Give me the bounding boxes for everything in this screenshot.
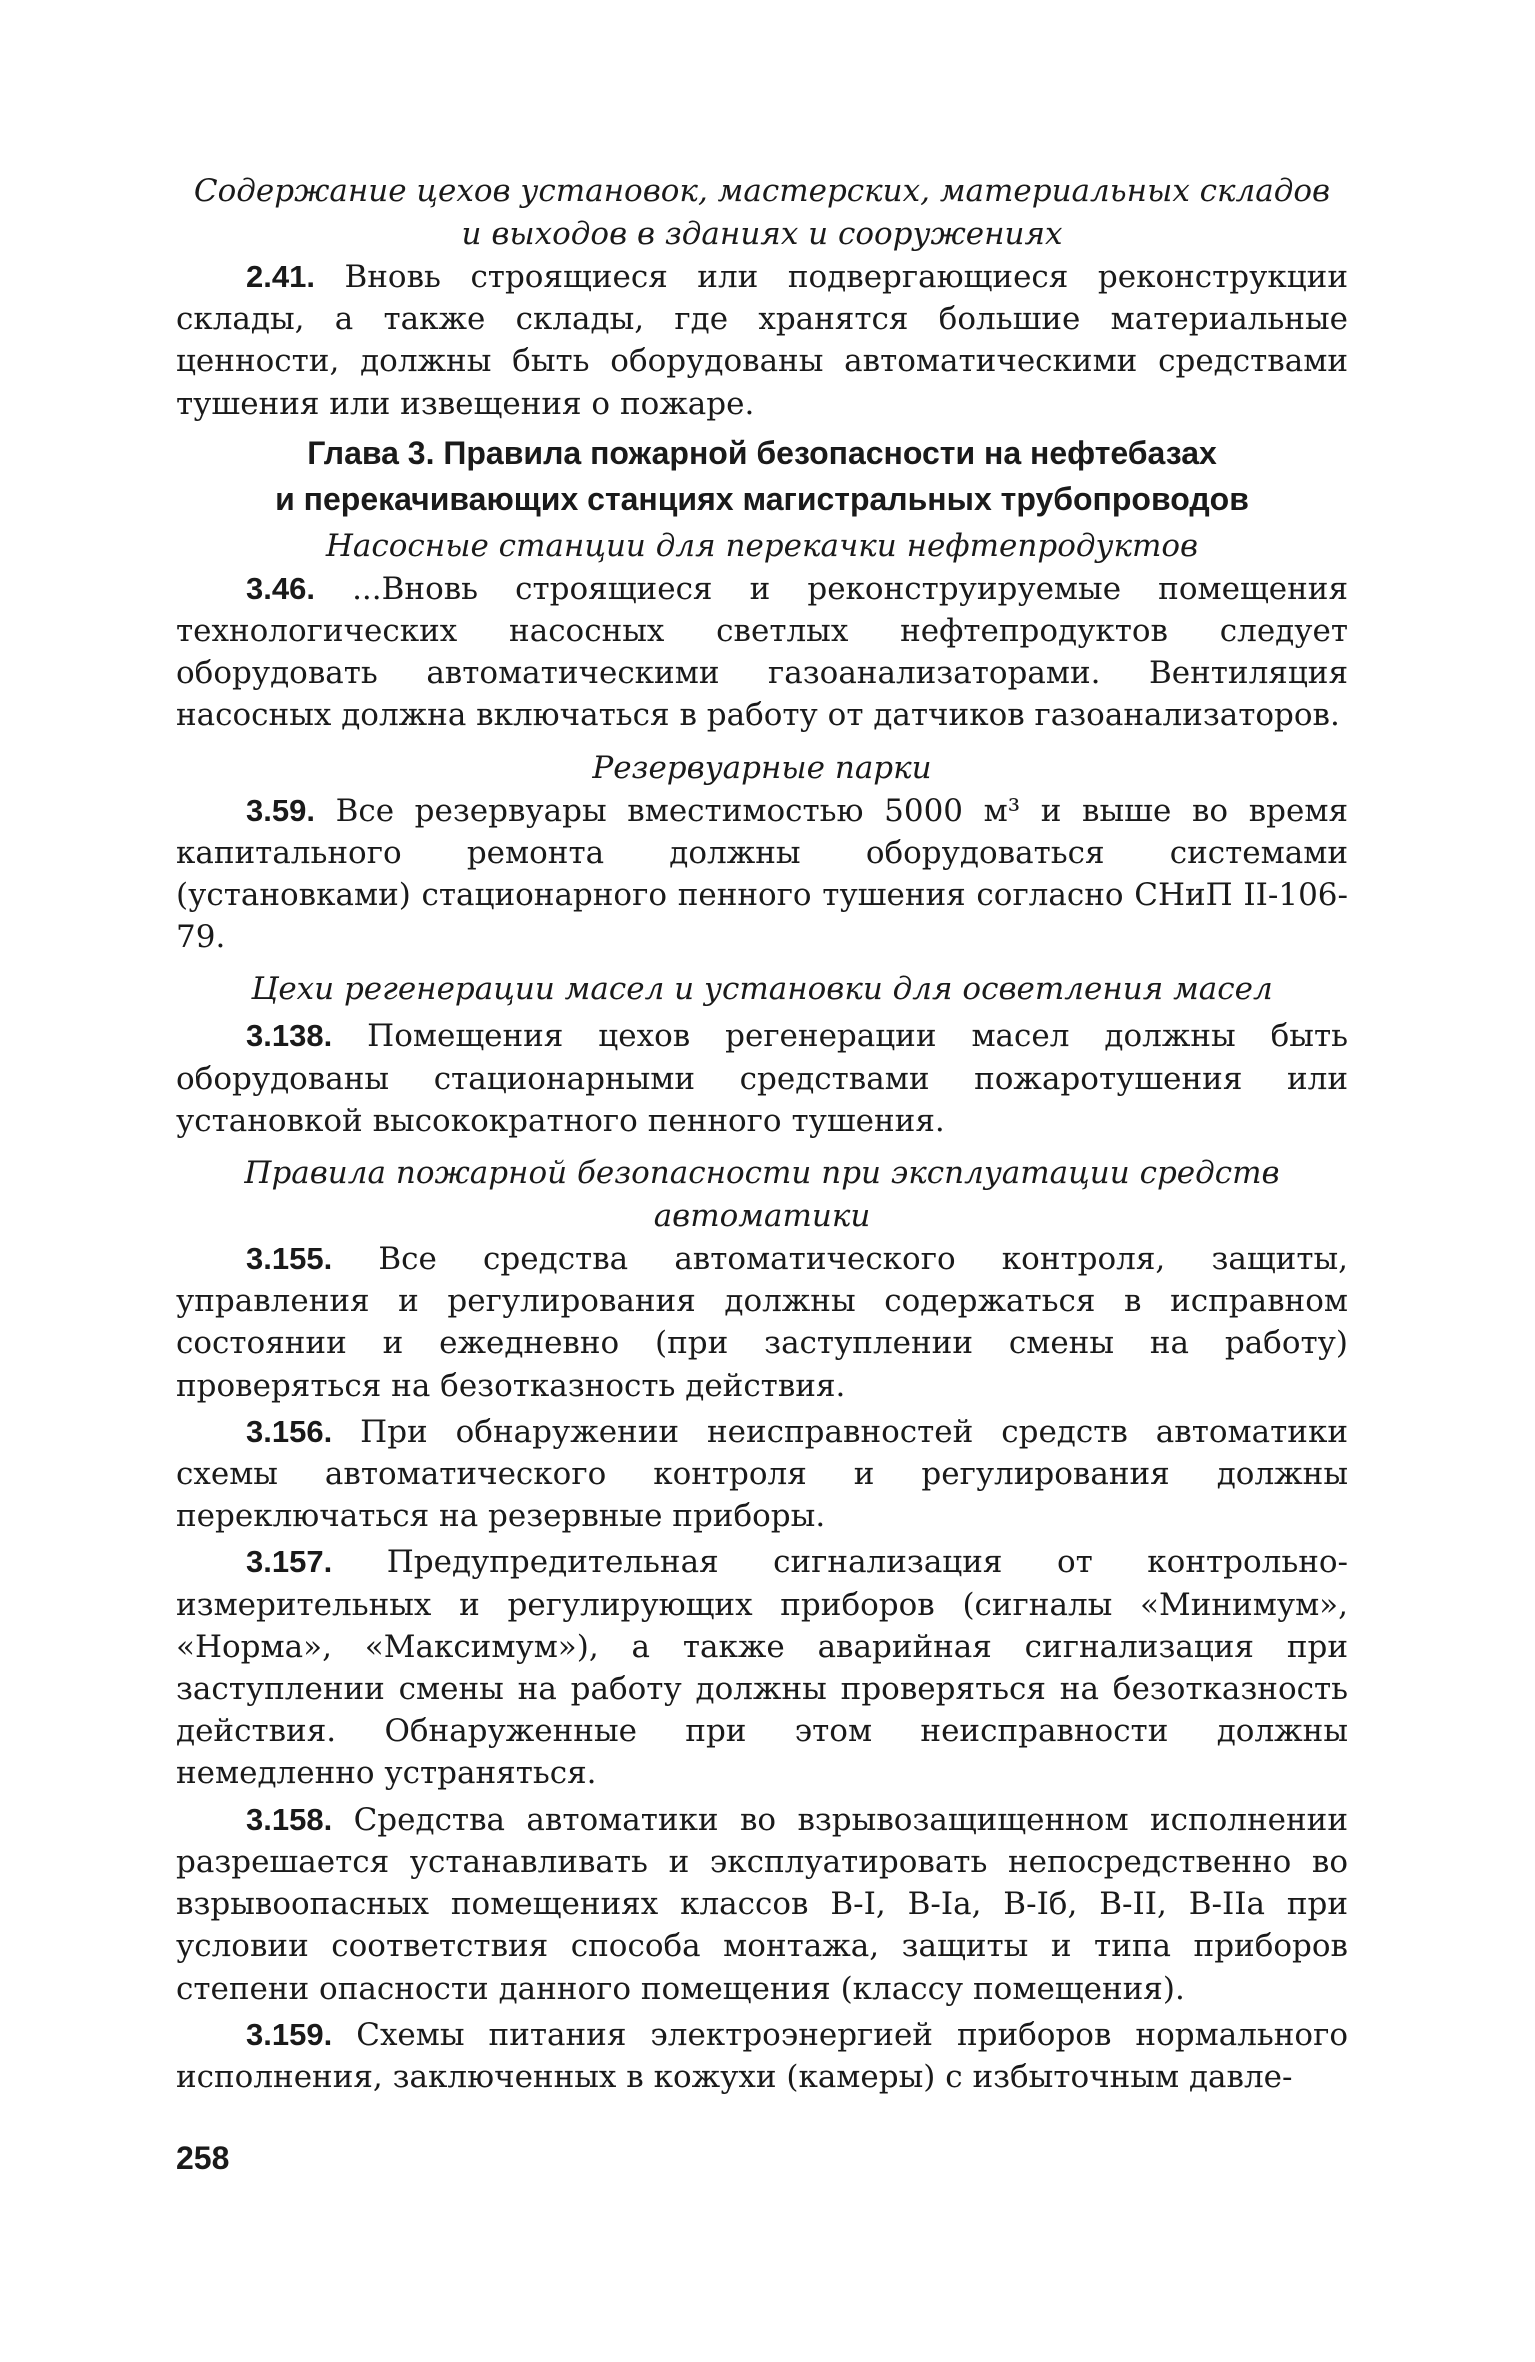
paragraph-3-158: [176, 1799, 1348, 2010]
paragraph-3-46: [176, 568, 1348, 737]
clause-text: При обнаружении неисправностей средств автоматики схемы автоматического контроля и регулирования должны переключаться на резервные приборы.: [176, 1413, 1348, 1535]
paragraph-3-156: [176, 1411, 1348, 1538]
clause-text: Все средства автоматического контроля, защиты, управления и регулирования должны содержаться в исправном состоянии и ежедневно (при заступлении смены на работу) проверяться на безотказность действия.: [176, 1241, 1348, 1404]
page-number: 258: [176, 2140, 230, 2176]
clause-number: 3.46.: [246, 570, 315, 606]
clause-number: 3.156.: [246, 1413, 333, 1449]
clause-number: 3.157.: [246, 1544, 333, 1580]
section-heading-automation: Правила пожарной безопасности при эксплуатации средств: [244, 1155, 1280, 1192]
section-heading-pumps: Насосные станции для перекачки нефтепродуктов: [325, 527, 1199, 564]
chapter-title-cont: и перекачивающих станциях магистральных трубопроводов: [275, 480, 1249, 517]
paragraph-3-138: [176, 1015, 1348, 1142]
chapter-title: Глава 3. Правила пожарной безопасности на нефтебазах: [307, 434, 1217, 471]
clause-number: 3.158.: [246, 1801, 333, 1837]
paragraph-3-157: [176, 1541, 1348, 1794]
clause-number: 3.138.: [246, 1018, 333, 1054]
clause-number: 3.155.: [246, 1241, 333, 1277]
clause-text: Помещения цехов регенерации масел должны быть оборудованы стационарными средствами пожаротушения или установкой высокократного пенного тушения.: [176, 1018, 1348, 1139]
clause-number: 3.159.: [246, 2016, 333, 2052]
section-heading-workshops: Содержание цехов установок, мастерских, материальных складов: [193, 173, 1331, 209]
clause-text: Все резервуары вместимостью 5000 м³ и выше во время капитального ремонта должны оборудоваться системами (установками) стационарного пенного тушения согласно СНиП II-106-79.: [176, 792, 1348, 956]
section-heading-tanks: Резервуарные парки: [592, 749, 932, 786]
clause-number: 2.41.: [246, 259, 315, 294]
paragraph-3-155: [176, 1238, 1348, 1407]
page-content: [176, 170, 1348, 2098]
section-heading-workshops-cont: и выходов в зданиях и сооружениях: [461, 216, 1063, 252]
clause-text: Предупредительная сигнализация от контрольно-измерительных и регулирующих приборов (сигналы «Минимум», «Норма», «Максимум»), а также аварийная сигнализация при заступлении смены на работу должны проверяться на безотказность действия. Обнаруженные при этом неисправности должны немедленно устраняться.: [176, 1544, 1349, 1792]
clause-number: 3.59.: [246, 792, 315, 828]
clause-text: Схемы питания электроэнергией приборов нормального исполнения, заключенных в кожухи (камеры) с избыточным давле-: [176, 2016, 1348, 2095]
paragraph-3-159: [176, 2014, 1348, 2098]
clause-text: ...Вновь строящиеся и реконструируемые помещения технологических насосных светлых нефтепродуктов следует оборудовать автоматическими газоанализаторами. Вентиляция насосных должна включаться в работу от датчиков газоанализаторов.: [176, 570, 1348, 734]
paragraph-2-41: [176, 256, 1348, 425]
section-heading-oil: Цехи регенерации масел и установки для осветления масел: [251, 971, 1273, 1008]
clause-text: Средства автоматики во взрывозащищенном исполнении разрешается устанавливать и эксплуатировать непосредственно во взрывоопасных помещениях классов В-I, В-Iа, В-Iб, В-II, В-IIа при условии соответствия способа монтажа, защиты и типа приборов степени опасности данного помещения (классу помещения).: [176, 1801, 1348, 2007]
paragraph-3-59: [176, 790, 1348, 959]
clause-text: Вновь строящиеся или подвергающиеся реконструкции склады, а также склады, где хранятся большие материальные ценности, должны быть оборудованы автоматическими средствами тушения или извещения о пожаре.: [176, 259, 1348, 422]
section-heading-automation-cont: автоматики: [653, 1198, 871, 1235]
